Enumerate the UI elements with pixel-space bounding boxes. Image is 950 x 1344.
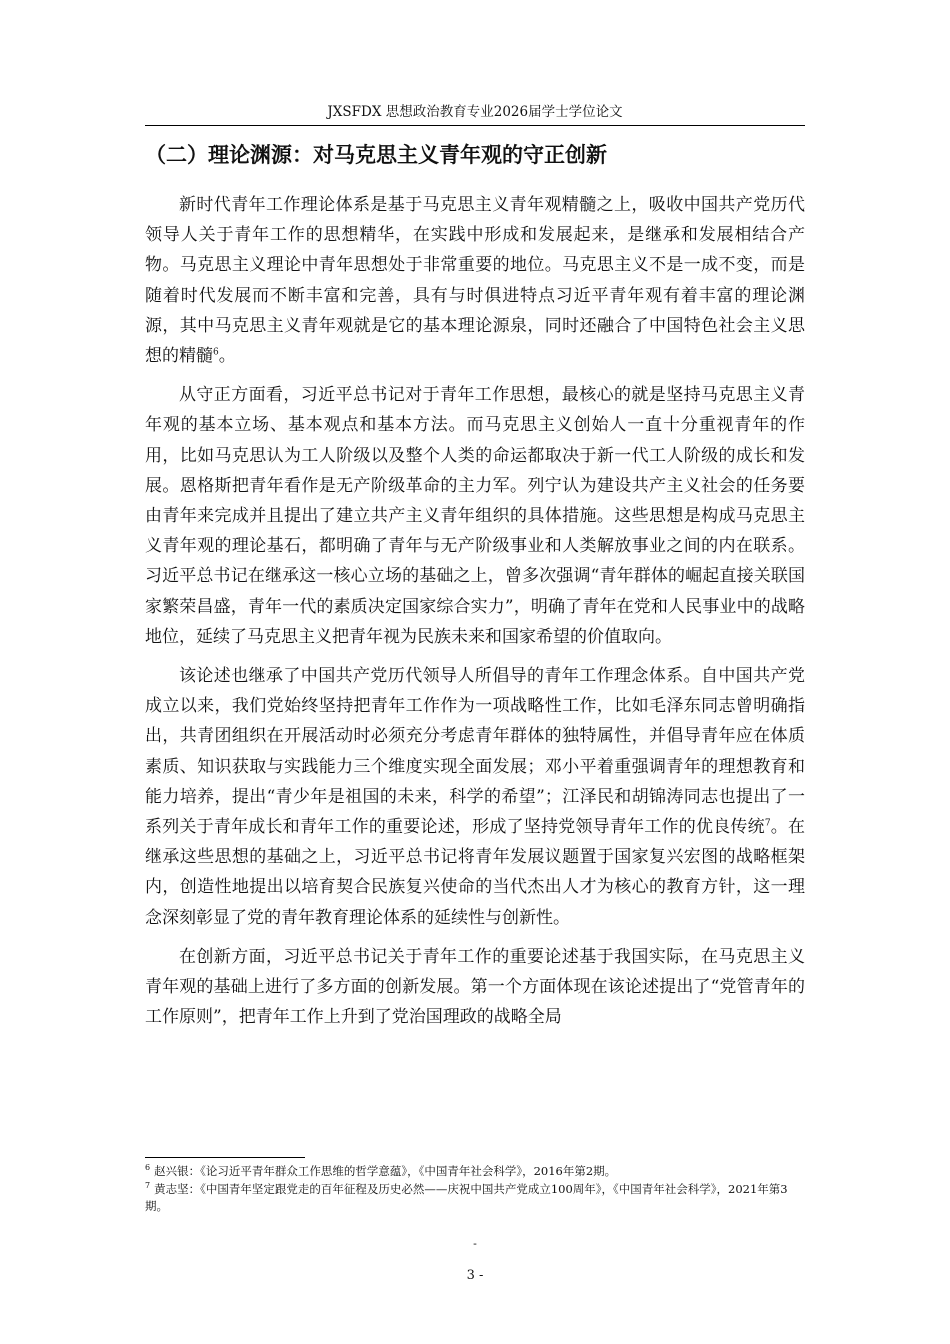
footnote-reference[interactable]: 7	[764, 818, 771, 829]
section-title: （二）理论渊源：对马克思主义青年观的守正创新	[145, 143, 607, 167]
page-number: 3 -	[466, 1268, 484, 1283]
paragraph	[145, 190, 805, 371]
paragraph-text: 从守正方面看，习近平总书记对于青年工作思想，最核心的就是坚持马克思主义青年观的基本立场、基本观点和基本方法。而马克思主义创始人一直十分重视青年的作用，比如马克思认为工人阶级以及整个人类的命运都取决于新一代工人阶级的成长和发展。恩格斯把青年看作是无产阶级革命的主力军。列宁认为建设共产主义社会的任务要由青年来完成并且提出了建立共产主义青年组织的具体措施。这些思想是构成马克思主义青年观的理论基石，都明确了青年与无产阶级事业和人类解放事业之间的内在联系。习近平总书记在继承这一核心立场的基础之上，曾多次强调“青年群体的崛起直接关联国家繁荣昌盛，青年一代的素质决定国家综合实力”，明确了青年在党和人民事业中的战略地位，延续了马克思主义把青年视为民族未来和国家希望的价值取向。	[145, 385, 805, 647]
paragraph-text-tail: 。	[218, 346, 236, 367]
footnote-mark: 6	[145, 1163, 151, 1173]
paragraph-text: 新时代青年工作理论体系是基于马克思主义青年观精髓之上，吸收中国共产党历代领导人关于青年工作的思想精华，在实践中形成和发展起来，是继承和发展相结合产物。马克思主义理论中青年思想处于非常重要的地位。马克思主义不是一成不变，而是随着时代发展而不断丰富和完善，具有与时俱进特点习近平青年观有着丰富的理论渊源，其中马克思主义青年观就是它的基本理论源泉，同时还融合了中国特色社会主义思想的精髓	[145, 195, 805, 367]
footnote-text: 赵兴银：《论习近平青年群众工作思维的哲学意蕴》，《中国青年社会科学》，2016年第2期。	[154, 1164, 617, 1178]
footnote-text: 黄志坚：《中国青年坚定跟党走的百年征程及历史必然——庆祝中国共产党成立100周年》，《中国青年社会科学》，2021年第3期。	[145, 1182, 788, 1213]
paragraph	[145, 380, 805, 652]
body-text	[145, 190, 805, 1041]
paragraph-text: 在创新方面，习近平总书记关于青年工作的重要论述基于我国实际，在马克思主义青年观的基础上进行了多方面的创新发展。第一个方面体现在该论述提出了“党管青年的工作原则”，把青年工作上升到了党治国理政的战略全局	[145, 946, 805, 1028]
footnote-mark: 7	[145, 1181, 151, 1191]
paragraph-text-tail: 。在继承这些思想的基础之上，习近平总书记将青年发展议题置于国家复兴宏图的战略框架内，创造性地提出以培育契合民族复兴使命的当代杰出人才为核心的教育方针，这一理念深刻彰显了党的青年教育理论体系的延续性与创新性。	[145, 817, 806, 928]
footnotes	[145, 1163, 805, 1216]
footnote-separator	[145, 1157, 305, 1158]
paragraph	[145, 942, 805, 1033]
running-header: JXSFDX 思想政治教育专业2026届学士学位论文	[327, 104, 623, 120]
footer-dash: -	[473, 1237, 477, 1250]
footnote-reference[interactable]: 6	[213, 347, 219, 358]
footnote	[145, 1181, 805, 1215]
paragraph	[145, 661, 805, 933]
footnote	[145, 1163, 805, 1180]
paragraph-text: 该论述也继承了中国共产党历代领导人所倡导的青年工作理念体系。自中国共产党成立以来，我们党始终坚持把青年工作作为一项战略性工作，比如毛泽东同志曾明确指出，共青团组织在开展活动时必须充分考虑青年群体的独特属性，并倡导青年应在体质素质、知识获取与实践能力三个维度实现全面发展；邓小平着重强调青年的理想教育和能力培养，提出“青少年是祖国的未来，科学的希望”；江泽民和胡锦涛同志也提出了一系列关于青年成长和青年工作的重要论述，形成了坚持党领导青年工作的优良传统	[145, 666, 805, 838]
header-rule	[145, 125, 805, 126]
